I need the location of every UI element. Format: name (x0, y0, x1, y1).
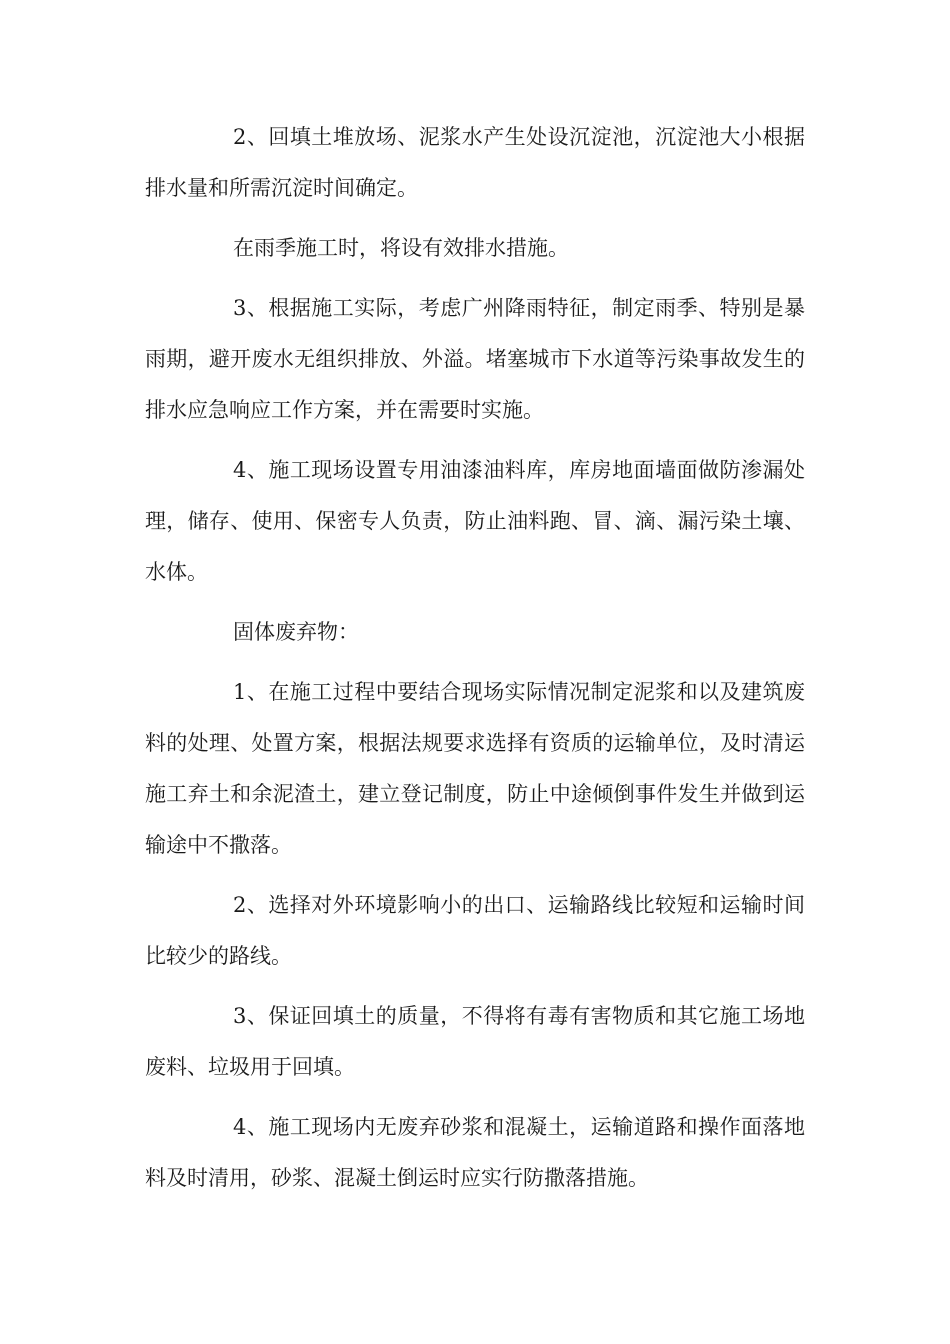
section-heading: 固体废弃物： (233, 620, 359, 644)
paragraph: 在雨季施工时，将设有效排水措施。 (233, 236, 569, 260)
paragraph: 2、选择对外环境影响小的出口、运输路线比较短和运输时间比较少的路线。 (145, 893, 805, 968)
paragraph: 3、保证回填土的质量，不得将有毒有害物质和其它施工场地废料、垃圾用于回填。 (145, 1004, 805, 1079)
paragraph: 1、在施工过程中要结合现场实际情况制定泥浆和以及建筑废料的处理、处置方案，根据法规要求选择有资质的运输单位，及时清运施工弃土和余泥渣土，建立登记制度，防止中途倾倒事件发生并做到运输途中不撒落。 (145, 680, 805, 857)
document-body (145, 112, 805, 1213)
paragraph: 3、根据施工实际，考虑广州降雨特征，制定雨季、特别是暴雨期，避开废水无组织排放、外溢。堵塞城市下水道等污染事故发生的排水应急响应工作方案，并在需要时实施。 (145, 296, 805, 422)
paragraph: 4、施工现场内无废弃砂浆和混凝土，运输道路和操作面落地料及时清用，砂浆、混凝土倒运时应实行防撒落措施。 (145, 1115, 805, 1190)
paragraph: 4、施工现场设置专用油漆油料库，库房地面墙面做防渗漏处理，储存、使用、保密专人负责，防止油料跑、冒、滴、漏污染土壤、水体。 (145, 458, 805, 584)
paragraph: 2、回填土堆放场、泥浆水产生处设沉淀池，沉淀池大小根据排水量和所需沉淀时间确定。 (145, 125, 805, 200)
